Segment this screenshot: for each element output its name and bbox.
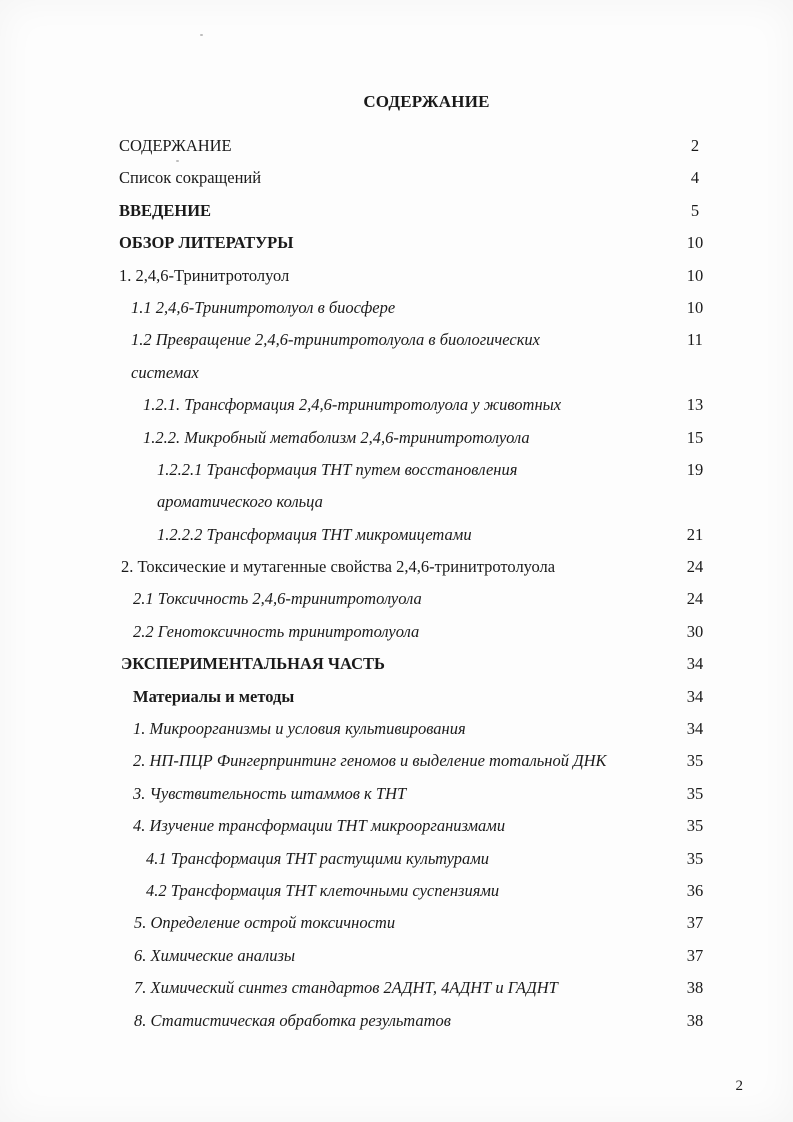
- toc-entry: [0, 422, 793, 454]
- toc-entry: [0, 260, 793, 292]
- toc-entry-title: 2. Токсические и мутагенные свойства 2,4,6-тринитротолуола: [121, 557, 556, 577]
- toc-entry-page: 24: [686, 557, 704, 577]
- toc-entry: [0, 227, 793, 259]
- toc-entry: [0, 519, 793, 551]
- toc-entry: [0, 324, 793, 356]
- toc-entry-title: 2.1 Токсичность 2,4,6-тринитротолуола: [133, 589, 422, 609]
- toc-entry-title: 1.1 2,4,6-Тринитротолуол в биосфере: [131, 297, 396, 317]
- toc-entry: [0, 583, 793, 615]
- page-heading: СОДЕРЖАНИЕ: [363, 92, 490, 111]
- toc-entry-page: 19: [686, 459, 704, 479]
- toc-entry-page: 4: [690, 168, 700, 188]
- scan-speck: [200, 34, 203, 36]
- toc-entry: [0, 745, 793, 777]
- toc-entry: [0, 486, 793, 518]
- toc-entry-page: 15: [686, 427, 704, 447]
- toc-entry-title: 7. Химический синтез стандартов 2АДНТ, 4АДНТ и ГАДНТ: [134, 978, 558, 998]
- toc-entry-page: 24: [686, 589, 704, 609]
- toc-entry-page: 2: [690, 136, 700, 155]
- toc-entry: [0, 907, 793, 939]
- toc-entry: [0, 357, 793, 389]
- toc-entry-page: 36: [686, 880, 704, 900]
- toc-entry-title: 1.2.2.2 Трансформация ТНТ микромицетами: [157, 524, 472, 544]
- page-number: 2: [735, 1078, 743, 1094]
- toc-entry-page: 35: [686, 816, 704, 836]
- toc-entry-title: 2. НП-ПЦР Фингерпринтинг геномов и выделение тотальной ДНК: [133, 751, 607, 771]
- toc-entry-page: 10: [686, 297, 704, 317]
- toc-entry: [0, 162, 793, 194]
- toc-entry-title: Материалы и методы: [133, 686, 295, 706]
- toc-entry-title: ВВЕДЕНИЕ: [119, 200, 212, 220]
- toc-entry: [0, 810, 793, 842]
- toc-entry: [0, 1005, 793, 1037]
- table-of-contents: [0, 130, 793, 1037]
- toc-entry-page: 5: [690, 200, 700, 220]
- toc-entry-page: 30: [686, 621, 704, 641]
- toc-entry-title: 6. Химические анализы: [134, 945, 296, 965]
- toc-entry: [0, 681, 793, 713]
- toc-entry: [0, 454, 793, 486]
- toc-entry: [0, 389, 793, 421]
- toc-entry: [0, 940, 793, 972]
- toc-entry-title: 4. Изучение трансформации ТНТ микроорганизмами: [133, 816, 506, 836]
- toc-entry: [0, 616, 793, 648]
- toc-entry-page: 34: [686, 719, 704, 739]
- toc-entry-title: 1. 2,4,6-Тринитротолуол: [119, 265, 290, 285]
- toc-entry-title: ЭКСПЕРИМЕНТАЛЬНАЯ ЧАСТЬ: [121, 654, 385, 674]
- toc-entry-title: 5. Определение острой токсичности: [134, 913, 396, 933]
- toc-entry-page: 10: [686, 265, 704, 285]
- toc-entry-page: 35: [686, 783, 704, 803]
- toc-entry-title: Список сокращений: [119, 168, 262, 188]
- toc-entry-title: 1.2.2.1 Трансформация ТНТ путем восстановления: [157, 459, 518, 479]
- toc-entry-title: 4.1 Трансформация ТНТ растущими культурами: [146, 848, 489, 868]
- toc-entry: [0, 778, 793, 810]
- toc-entry-page: 35: [686, 848, 704, 868]
- toc-entry: [0, 130, 793, 162]
- toc-entry-page: 38: [686, 978, 704, 998]
- toc-entry-page: 21: [686, 524, 704, 544]
- toc-entry-title: СОДЕРЖАНИЕ: [119, 136, 232, 155]
- toc-entry-title: 2.2 Генотоксичность тринитротолуола: [133, 621, 420, 641]
- toc-entry-page: 11: [687, 330, 703, 350]
- toc-entry-page: 34: [686, 654, 704, 674]
- toc-entry: [0, 551, 793, 583]
- toc-entry: [0, 843, 793, 875]
- toc-entry: [0, 875, 793, 907]
- toc-entry-title: 1.2.2. Микробный метаболизм 2,4,6-тринитротолуола: [143, 427, 530, 447]
- toc-entry-page: 34: [686, 686, 704, 706]
- toc-entry: [0, 648, 793, 680]
- toc-entry: [0, 195, 793, 227]
- toc-entry-page: 38: [686, 1010, 704, 1030]
- toc-entry: [0, 292, 793, 324]
- toc-entry-title: ОБЗОР ЛИТЕРАТУРЫ: [119, 233, 294, 253]
- toc-entry: [0, 713, 793, 745]
- toc-entry-page: 35: [686, 751, 704, 771]
- toc-entry-page: 10: [686, 233, 704, 253]
- toc-entry-title: 1. Микроорганизмы и условия культивирования: [133, 719, 466, 739]
- toc-entry-title: 1.2 Превращение 2,4,6-тринитротолуола в биологических: [131, 330, 541, 350]
- toc-entry: [0, 972, 793, 1004]
- toc-entry-page: 37: [686, 945, 704, 965]
- toc-entry-title: системах: [131, 362, 199, 382]
- toc-entry-title: ароматического кольца: [157, 492, 323, 512]
- toc-entry-page: 37: [686, 913, 704, 933]
- toc-entry-title: 1.2.1. Трансформация 2,4,6-тринитротолуола у животных: [143, 395, 562, 415]
- toc-entry-page: 13: [686, 395, 704, 415]
- toc-entry-title: 8. Статистическая обработка результатов: [134, 1010, 451, 1030]
- toc-entry-title: 4.2 Трансформация ТНТ клеточными суспензиями: [146, 880, 500, 900]
- toc-entry-title: 3. Чувствительность штаммов к ТНТ: [133, 783, 407, 803]
